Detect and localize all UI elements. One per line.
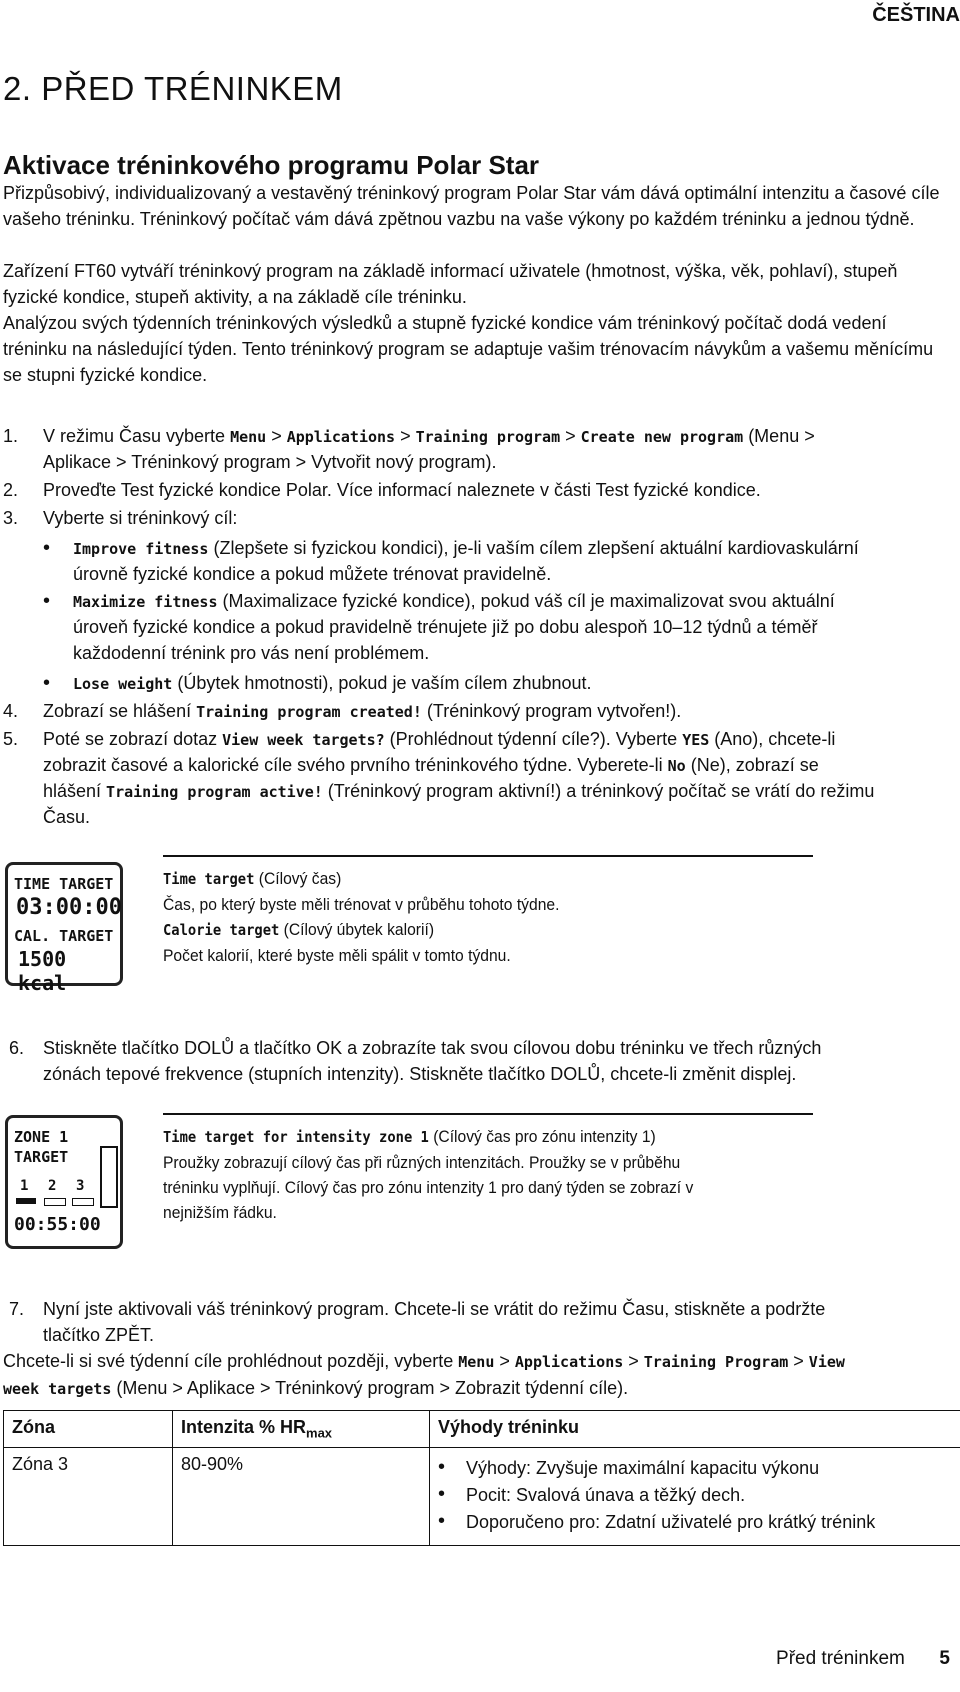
watch-line: TIME TARGET bbox=[14, 875, 114, 893]
lcd-yes: YES bbox=[682, 731, 710, 749]
step-text: Stiskněte tlačítko DOLŮ a tlačítko OK a zobrazíte tak svou cílovou dobu tréninku ve třech různých bbox=[43, 1038, 822, 1058]
step-text: (Menu > bbox=[743, 426, 815, 446]
zone-table bbox=[3, 1410, 960, 1546]
cell-zone: Zóna 3 bbox=[4, 1447, 173, 1545]
lcd-key: Time target bbox=[163, 870, 255, 888]
header-intensity bbox=[173, 1411, 430, 1448]
header-benefits: Výhody tréninku bbox=[430, 1411, 960, 1448]
separator: > bbox=[623, 1351, 644, 1371]
goal-item bbox=[3, 588, 953, 668]
subsection-title: Aktivace tréninkového programu Polar Star bbox=[3, 150, 540, 180]
bar-graph-frame bbox=[100, 1146, 118, 1208]
separator: > bbox=[788, 1351, 809, 1371]
step-6 bbox=[3, 1035, 953, 1087]
header-intensity-sub: max bbox=[306, 1425, 333, 1441]
page-footer bbox=[776, 1648, 950, 1670]
step-text: Poté se zobrazí dotaz bbox=[43, 729, 223, 749]
goal-item bbox=[3, 535, 953, 589]
step-text: hlášení bbox=[43, 781, 107, 801]
step-5 bbox=[3, 726, 953, 832]
goal-text-line2: úrovně fyzické kondice a pokud můžete trénovat pravidelně. bbox=[73, 564, 552, 584]
lcd-key: Calorie target bbox=[163, 921, 280, 939]
divider bbox=[163, 855, 813, 857]
menu-path-training: Training Program bbox=[643, 1353, 789, 1371]
footer-label: Před tréninkem bbox=[776, 1648, 905, 1669]
watch-line: 1500 kcal bbox=[18, 947, 67, 995]
info-text: (Cílový čas) bbox=[254, 869, 342, 888]
step-text-line2: Aplikace > Tréninkový program > Vytvořit nový program). bbox=[43, 452, 497, 472]
zone-bar bbox=[72, 1198, 94, 1206]
table-header-row bbox=[4, 1411, 960, 1448]
menu-path-create: Create new program bbox=[580, 428, 744, 446]
bar-label: 1 bbox=[20, 1178, 29, 1194]
step-text: (Tréninkový program aktivní!) a tréninkový počítač se vrátí do režimu bbox=[322, 781, 875, 801]
menu-path-applications: Applications bbox=[514, 1353, 624, 1371]
info-text: Čas, po který byste měli trénovat v průběhu tohoto týdne. bbox=[163, 895, 560, 914]
info-text: nejnižším řádku. bbox=[163, 1203, 277, 1222]
step-text: (Ano), chcete-li bbox=[709, 729, 836, 749]
step-text: Nyní jste aktivovali váš tréninkový program. Chcete-li se vrátit do režimu Času, stiskněte a podržte bbox=[43, 1299, 826, 1319]
separator: > bbox=[560, 426, 581, 446]
step-number: 7. bbox=[9, 1299, 25, 1319]
menu-path-menu: Menu bbox=[230, 428, 267, 446]
watch-display bbox=[5, 1115, 123, 1249]
menu-path-menu: Menu bbox=[458, 1353, 495, 1371]
step-text: V režimu Času vyberte bbox=[43, 426, 231, 446]
step-text-line4: Času. bbox=[43, 807, 91, 827]
page-number: 5 bbox=[939, 1648, 950, 1669]
bar-label: 3 bbox=[76, 1178, 85, 1194]
header-zone: Zóna bbox=[4, 1411, 173, 1448]
info-block-2 bbox=[163, 1124, 693, 1225]
benefit-item: • Pocit: Svalová únava a těžký dech. bbox=[438, 1485, 952, 1506]
lcd-key: Time target for intensity zone 1 bbox=[163, 1128, 429, 1146]
para-text: (Menu > Aplikace > Tréninkový program > Zobrazit týdenní cíle). bbox=[111, 1378, 629, 1398]
step-text-line2: zónách tepové frekvence (stupních intenzity). Stiskněte tlačítko DOLŮ, chcete-li změnit displej. bbox=[43, 1064, 797, 1084]
info-block-1 bbox=[163, 866, 559, 968]
menu-path-view-cont: week targets bbox=[3, 1380, 112, 1398]
lcd-message: Training program active! bbox=[106, 783, 323, 801]
step-number: 5. bbox=[3, 729, 19, 749]
intro-paragraph-2: Zařízení FT60 vytváří tréninkový program na základě informací uživatele (hmotnost, výška, věk, pohlaví), stupeň fyzické kondice, stupeň aktivity, a na základě cíle tréninku. bbox=[3, 261, 898, 307]
intro-paragraph-1: Přizpůsobivý, individualizovaný a vestavěný tréninkový program Polar Star vám dává optimální intenzitu a časové cíle vašeho tréninku. Tréninkový počítač vám dává zpětnou vazbu na vaše výkony po každém tréninku a jednou týdně. bbox=[3, 183, 940, 229]
later-paragraph bbox=[3, 1348, 953, 1400]
step-text: (Tréninkový program vytvořen!). bbox=[421, 701, 682, 721]
watch-line: TARGET bbox=[14, 1148, 69, 1166]
goal-key: Lose weight bbox=[73, 675, 173, 693]
step-text-line2: tlačítko ZPĚT. bbox=[43, 1325, 155, 1345]
goal-text-line2: úroveň fyzické kondice a pokud pravidelně trénujete již po dobu alespoň 10–12 týdnů a téměř bbox=[73, 617, 818, 637]
step-text: (Prohlédnout týdenní cíle?). Vyberte bbox=[384, 729, 683, 749]
benefit-item: • Doporučeno pro: Zdatní uživatelé pro krátký trénink bbox=[438, 1512, 952, 1533]
info-text: (Cílový úbytek kalorií) bbox=[279, 920, 435, 939]
benefit-item: • Výhody: Zvyšuje maximální kapacitu výkonu bbox=[438, 1458, 952, 1479]
menu-path-training: Training program bbox=[415, 428, 561, 446]
divider bbox=[163, 1113, 813, 1115]
para-text: Chcete-li si své týdenní cíle prohlédnout později, vyberte bbox=[3, 1351, 459, 1371]
goal-key: Maximize fitness bbox=[73, 593, 218, 611]
bar-label: 2 bbox=[48, 1178, 57, 1194]
step-number: 6. bbox=[9, 1038, 25, 1058]
bullet-icon: • bbox=[43, 537, 51, 559]
step-1 bbox=[3, 423, 953, 475]
goal-key: Improve fitness bbox=[73, 540, 209, 558]
watch-display bbox=[5, 862, 123, 995]
step-text: (Ne), zobrazí se bbox=[685, 755, 819, 775]
goal-text: (Maximalizace fyzické kondice), pokud váš cíl je maximalizovat svou aktuální bbox=[217, 591, 835, 611]
step-7 bbox=[3, 1296, 953, 1348]
separator: > bbox=[494, 1351, 515, 1371]
bullet-icon: • bbox=[43, 672, 51, 694]
step-text: Vyberte si tréninkový cíl: bbox=[43, 508, 238, 528]
cell-intensity: 80-90% bbox=[173, 1447, 430, 1545]
info-text: tréninku vyplňují. Cílový čas pro zónu intenzity 1 pro daný týden se zobrazí v bbox=[163, 1178, 694, 1197]
section-title: 2. PŘED TRÉNINKEM bbox=[3, 70, 343, 107]
watch-line: 03:00:00 bbox=[16, 895, 122, 920]
menu-path-view: View bbox=[808, 1353, 845, 1371]
table-row bbox=[4, 1447, 960, 1545]
separator: > bbox=[266, 426, 287, 446]
cell-benefits bbox=[430, 1447, 960, 1545]
info-text: Proužky zobrazují cílový čas při různých intenzitách. Proužky se v průběhu bbox=[163, 1153, 681, 1172]
goal-text: (Zlepšete si fyzickou kondici), je-li vaším cílem zlepšení aktuální kardiovaskulární bbox=[208, 538, 859, 558]
goal-text: (Úbytek hmotnosti), pokud je vaším cílem zhubnout. bbox=[172, 673, 592, 693]
zone-bar bbox=[16, 1198, 36, 1204]
language-label: ČEŠTINA bbox=[872, 4, 960, 26]
info-text: (Cílový čas pro zónu intenzity 1) bbox=[428, 1127, 656, 1146]
step-text: Proveďte Test fyzické kondice Polar. Více informací naleznete v části Test fyzické kondice. bbox=[43, 480, 761, 500]
lcd-message: Training program created! bbox=[196, 703, 422, 721]
intro-paragraph-3: Analýzou svých týdenních tréninkových výsledků a stupně fyzické kondice vám tréninkový počítač dodá vedení tréninku na následující týden. Tento tréninkový program se adaptuje vašim trénovacím návykům a vašemu měnícímu se stupni fyzické kondice. bbox=[3, 313, 934, 385]
step-number: 2. bbox=[3, 480, 19, 500]
info-text: Počet kalorií, které byste měli spálit v tomto týdnu. bbox=[163, 946, 511, 965]
separator: > bbox=[395, 426, 416, 446]
header-intensity-label: Intenzita % HR bbox=[181, 1417, 307, 1437]
lcd-message: View week targets? bbox=[222, 731, 385, 749]
step-number: 4. bbox=[3, 701, 19, 721]
watch-line: 00:55:00 bbox=[14, 1214, 101, 1235]
step-number: 3. bbox=[3, 508, 19, 528]
step-text: Zobrazí se hlášení bbox=[43, 701, 197, 721]
bullet-icon: • bbox=[43, 590, 51, 612]
watch-line: CAL. TARGET bbox=[14, 927, 114, 945]
zone-bar bbox=[44, 1198, 66, 1206]
watch-line: ZONE 1 bbox=[14, 1128, 69, 1146]
goal-text-line3: každodenní trénink pro vás není problémem. bbox=[73, 643, 430, 663]
step-number: 1. bbox=[3, 426, 19, 446]
menu-path-applications: Applications bbox=[286, 428, 396, 446]
step-text: zobrazit časové a kalorické cíle svého prvního tréninkového týdne. Vyberete-li bbox=[43, 755, 668, 775]
lcd-no: No bbox=[667, 757, 686, 775]
